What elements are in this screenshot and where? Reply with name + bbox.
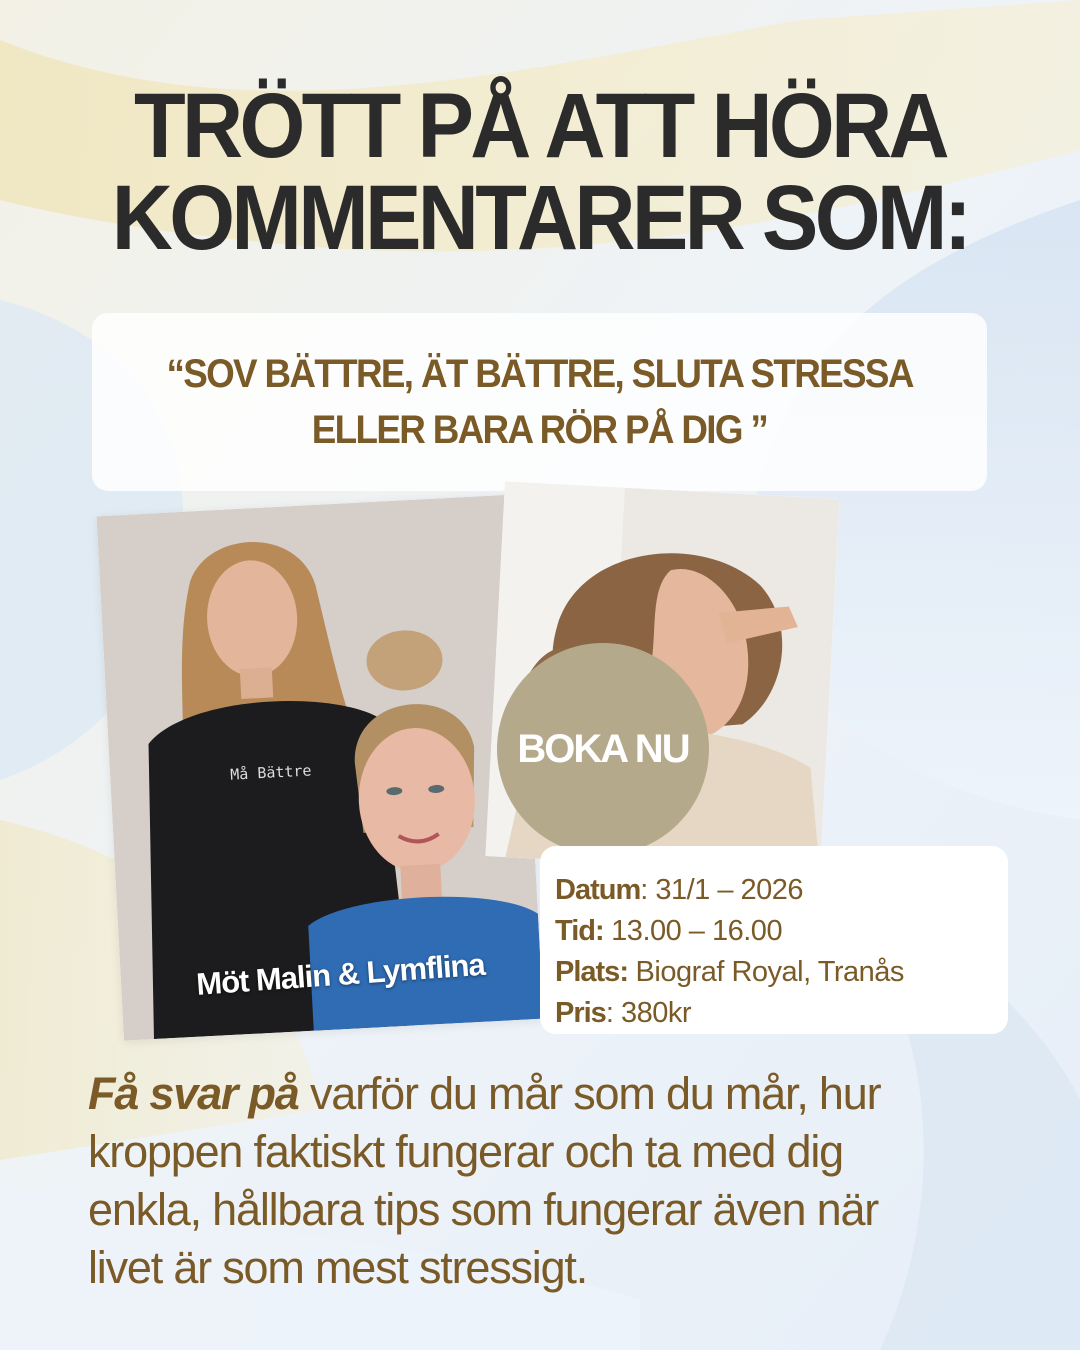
body-description: [88, 1065, 1048, 1297]
time-label: Tid:: [555, 915, 604, 947]
body-line-1-rest: varför du mår som du mår, hur: [298, 1068, 881, 1119]
body-emphasis: Få svar på: [88, 1068, 299, 1119]
price-label: Pris: [555, 997, 606, 1029]
headline: [43, 75, 1037, 269]
place-value: Biograf Royal, Tranås: [627, 956, 904, 988]
body-line-4: livet är som mest stressigt.: [88, 1242, 588, 1293]
date-label: Datum: [555, 874, 641, 906]
body-line-1: [88, 1065, 1048, 1123]
headline-line-1: TRÖTT PÅ ATT HÖRA: [134, 75, 946, 177]
quote-line-2: ELLER BARA RÖR PÅ DIG ”: [311, 408, 768, 452]
body-line-3: enkla, hållbara tips som fungerar även när: [88, 1184, 879, 1235]
time-row: [555, 911, 1008, 952]
date-value: : 31/1 – 2026: [640, 874, 804, 906]
quote-line-1: “SOV BÄTTRE, ÄT BÄTTRE, SLUTA STRESSA: [166, 352, 913, 396]
quote-box: [92, 313, 987, 491]
event-info-card: [540, 846, 1008, 1034]
time-value: 13.00 – 16.00: [603, 915, 783, 947]
date-row: [555, 870, 1008, 911]
price-value: : 380kr: [605, 997, 691, 1029]
body-line-2: kroppen faktiskt fungerar och ta med dig: [88, 1126, 843, 1177]
headline-line-2: KOMMENTARER SOM:: [111, 167, 969, 269]
shirt-text: Må Bättre: [229, 761, 312, 784]
book-now-button[interactable]: BOKA NU: [497, 643, 709, 855]
place-row: [555, 952, 1008, 993]
photo-caption: Möt Malin & Lymflina: [195, 946, 486, 1002]
place-label: Plats:: [555, 956, 628, 988]
price-row: [555, 993, 1008, 1034]
